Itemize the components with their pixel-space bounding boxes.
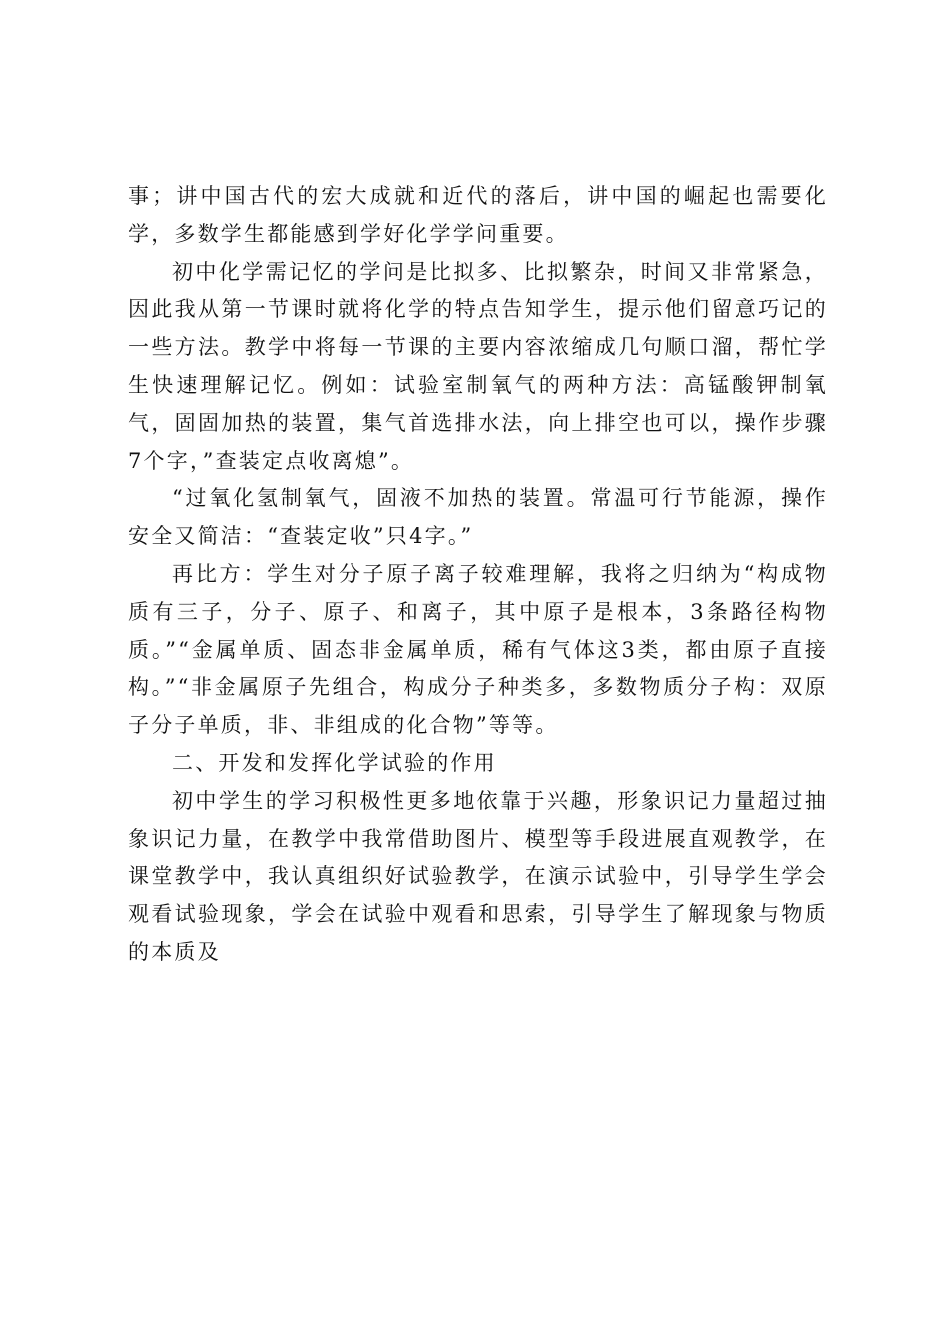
document-page [128, 178, 828, 972]
paragraph-1: 事；讲中国古代的宏大成就和近代的落后，讲中国的崛起也需要化学，多数学生都能感到学好化学学问重要。 [128, 184, 828, 246]
paragraph-2: 初中化学需记忆的学问是比拟多、比拟繁杂，时间又非常紧急，因此我从第一节课时就将化学的特点告知学生，提示他们留意巧记的一些方法。教学中将每一节课的主要内容浓缩成几句顺口溜，帮忙学生快速理解记忆。例如：试验室制氧气的两种方法：高锰酸钾制氧气，固固加热的装置，集气首选排水法，向上排空也可以，操作步骤7个字，”查装定点收离熄”。 [128, 259, 828, 473]
paragraph-3: “过氧化氢制氧气，固液不加热的装置。常温可行节能源，操作安全又简洁：“查装定收”只4字。” [128, 486, 828, 549]
paragraph-4: 再比方：学生对分子原子离子较难理解，我将之归纳为“构成物质有三子，分子、原子、和离子，其中原子是根本，3条路径构物质。”“金属单质、固态非金属单质，稀有气体这3类，都由原子直接构。”“非金属原子先组合，构成分子种类多，多数物质分子构：双原子分子单质，非、非组成的化合物”等等。 [128, 561, 828, 738]
paragraph-6: 初中学生的学习积极性更多地依靠于兴趣，形象识记力量超过抽象识记力量，在教学中我常借助图片、模型等手段进展直观教学，在课堂教学中，我认真组织好试验教学，在演示试验中，引导学生学会观看试验现象，学会在试验中观看和思索，引导学生了解现象与物质的本质及 [128, 788, 828, 964]
section-heading: 二、开发和发挥化学试验的作用 [172, 750, 497, 775]
